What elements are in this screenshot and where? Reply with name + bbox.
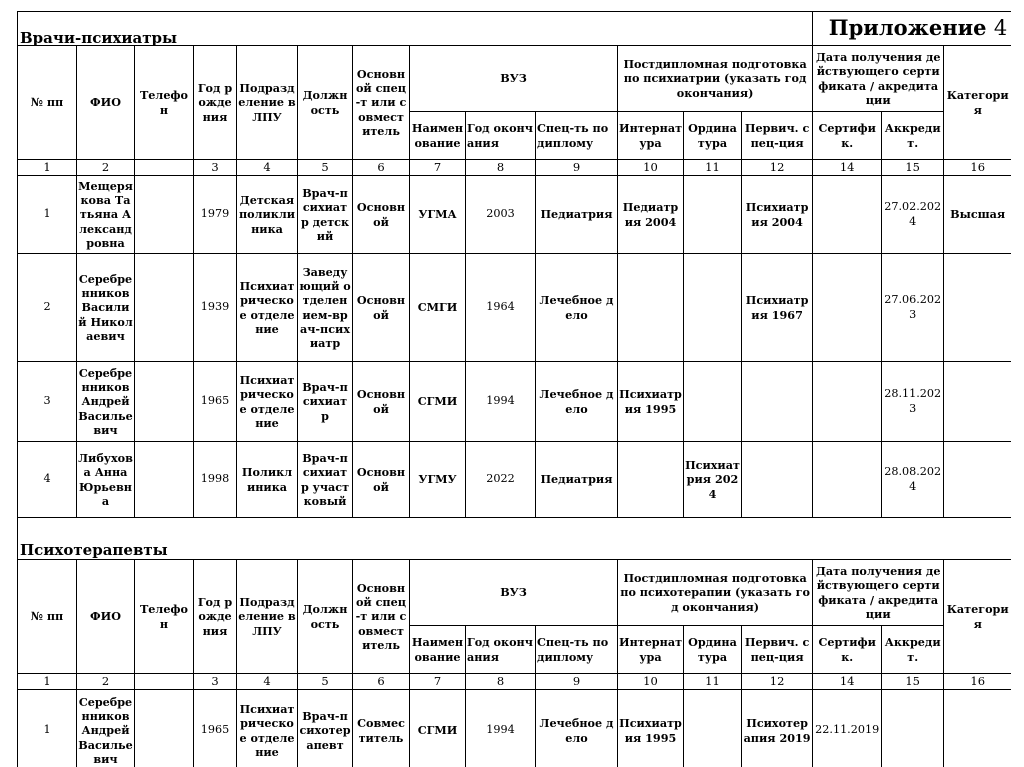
header-category: Категория [944, 560, 1011, 674]
staff-table [17, 11, 1011, 767]
row-num: 4 [18, 442, 77, 518]
column-number: 9 [536, 160, 618, 176]
row-internship: Психиатрия 1995 [618, 362, 684, 442]
column-number: 2 [77, 160, 135, 176]
row-position: Врач-психотерапевт [298, 690, 353, 767]
row-category [944, 362, 1011, 442]
column-number: 7 [410, 674, 466, 690]
row-position: Врач-психиатр участковый [298, 442, 353, 518]
header-primary-spec: Первич. спец-ция [742, 626, 813, 674]
row-uni-spec: Лечебное дело [536, 362, 618, 442]
column-number: 1 [18, 160, 77, 176]
column-number: 16 [944, 674, 1011, 690]
header-cert-date: Дата получения действующего сертификата / акредитации [813, 46, 944, 112]
row-fio: Мещерякова Татьяна Александровна [77, 176, 135, 254]
row-type: Совместитель [353, 690, 410, 767]
header-phone: Телефон [135, 560, 194, 674]
row-certificate: 22.11.2019 [813, 690, 882, 767]
row-fio: Серебренников Андрей Васильевич [77, 362, 135, 442]
row-uni-year: 1964 [466, 254, 536, 362]
row-subdivision: Детская поликлиника [237, 176, 298, 254]
header-accreditation: Аккредит. [882, 112, 944, 160]
column-number [135, 160, 194, 176]
header-accreditation: Аккредит. [882, 626, 944, 674]
row-university: СМГИ [410, 254, 466, 362]
header-internship: Интернатура [618, 112, 684, 160]
header-main-or-combined: Основной спец-т или совместитель [353, 560, 410, 674]
header-uni-year: Год окончания [466, 112, 536, 160]
row-university: СГМИ [410, 690, 466, 767]
column-number-row [18, 674, 1012, 690]
row-fio: Серебренников Андрей Васильевич [77, 690, 135, 767]
header-subdivision: Подразделение в ЛПУ [237, 46, 298, 160]
column-number: 11 [684, 674, 742, 690]
column-number-row [18, 160, 1012, 176]
section-title-row [18, 518, 1012, 560]
column-number: 7 [410, 160, 466, 176]
row-phone [135, 176, 194, 254]
row-birth-year: 1965 [194, 362, 237, 442]
row-uni-spec: Педиатрия [536, 176, 618, 254]
header-category: Категория [944, 46, 1011, 160]
column-number: 16 [944, 160, 1011, 176]
row-num: 2 [18, 254, 77, 362]
row-uni-year: 1994 [466, 690, 536, 767]
column-number: 14 [813, 674, 882, 690]
column-number: 12 [742, 160, 813, 176]
row-internship [618, 442, 684, 518]
row-birth-year: 1998 [194, 442, 237, 518]
row-residency [684, 690, 742, 767]
row-position: Врач-психиатр [298, 362, 353, 442]
header-residency: Ординатура [684, 626, 742, 674]
row-phone [135, 442, 194, 518]
row-birth-year: 1979 [194, 176, 237, 254]
column-number: 8 [466, 674, 536, 690]
row-certificate [813, 176, 882, 254]
table-row [18, 362, 1012, 442]
row-certificate [813, 254, 882, 362]
row-birth-year: 1965 [194, 690, 237, 767]
column-number: 6 [353, 160, 410, 176]
column-number: 4 [237, 674, 298, 690]
header-uni-year: Год окончания [466, 626, 536, 674]
row-phone [135, 690, 194, 767]
row-internship: Педиатрия 2004 [618, 176, 684, 254]
row-uni-year: 1994 [466, 362, 536, 442]
column-number: 11 [684, 160, 742, 176]
row-university: УГМУ [410, 442, 466, 518]
header-primary-spec: Первич. спец-ция [742, 112, 813, 160]
row-phone [135, 254, 194, 362]
section-title-row [18, 12, 1012, 46]
row-subdivision: Психиатрическое отделение [237, 254, 298, 362]
row-residency [684, 362, 742, 442]
header-cert-date: Дата получения действующего сертификата / акредитации [813, 560, 944, 626]
header-row-top [18, 560, 1012, 626]
row-accreditation [882, 690, 944, 767]
header-postgrad: Постдипломная подготовка по психиатрии (указать год окончания) [618, 46, 813, 112]
column-number: 2 [77, 674, 135, 690]
column-number: 1 [18, 674, 77, 690]
appendix-number: 4 [993, 16, 1008, 41]
row-primary-spec: Психотерапия 2019 [742, 690, 813, 767]
row-category [944, 442, 1011, 518]
header-uni-spec: Спец-ть по диплому [536, 626, 618, 674]
appendix-label [813, 12, 1011, 46]
row-type: Основной [353, 362, 410, 442]
row-uni-year: 2003 [466, 176, 536, 254]
column-number: 3 [194, 674, 237, 690]
header-num: № пп [18, 46, 77, 160]
column-number: 6 [353, 674, 410, 690]
row-uni-year: 2022 [466, 442, 536, 518]
table-row [18, 176, 1012, 254]
column-number: 15 [882, 674, 944, 690]
column-number: 3 [194, 160, 237, 176]
row-num: 1 [18, 176, 77, 254]
section-title-psychiatrists: Врачи-психиатры [18, 12, 813, 46]
column-number: 10 [618, 674, 684, 690]
row-category: Высшая [944, 176, 1011, 254]
column-number: 10 [618, 160, 684, 176]
header-university: ВУЗ [410, 560, 618, 626]
header-main-or-combined: Основной спец-т или совместитель [353, 46, 410, 160]
row-uni-spec: Педиатрия [536, 442, 618, 518]
row-uni-spec: Лечебное дело [536, 254, 618, 362]
header-subdivision: Подразделение в ЛПУ [237, 560, 298, 674]
row-num: 3 [18, 362, 77, 442]
column-number: 5 [298, 160, 353, 176]
row-internship: Психиатрия 1995 [618, 690, 684, 767]
row-position: Врач-психиатр детский [298, 176, 353, 254]
row-university: СГМИ [410, 362, 466, 442]
header-uni-name: Наименование [410, 626, 466, 674]
header-residency: Ординатура [684, 112, 742, 160]
header-uni-spec: Спец-ть по диплому [536, 112, 618, 160]
row-primary-spec [742, 442, 813, 518]
column-number: 15 [882, 160, 944, 176]
row-accreditation: 28.08.2024 [882, 442, 944, 518]
row-category [944, 254, 1011, 362]
row-position: Заведующий отделением-врач-психиатр [298, 254, 353, 362]
appendix-word: Приложение [828, 15, 987, 41]
row-primary-spec: Психиатрия 2004 [742, 176, 813, 254]
header-fio: ФИО [77, 46, 135, 160]
row-num: 1 [18, 690, 77, 767]
row-category [944, 690, 1011, 767]
row-certificate [813, 442, 882, 518]
column-number: 8 [466, 160, 536, 176]
row-accreditation: 27.06.2023 [882, 254, 944, 362]
header-postgrad: Постдипломная подготовка по психотерапии (указать год окончания) [618, 560, 813, 626]
header-university: ВУЗ [410, 46, 618, 112]
row-primary-spec: Психиатрия 1967 [742, 254, 813, 362]
table-row [18, 442, 1012, 518]
row-phone [135, 362, 194, 442]
row-university: УГМА [410, 176, 466, 254]
section-title-psychotherapists: Психотерапевты [18, 518, 1012, 560]
header-row-top [18, 46, 1012, 112]
column-number: 14 [813, 160, 882, 176]
header-position: Должность [298, 46, 353, 160]
header-certificate: Сертифик. [813, 626, 882, 674]
header-num: № пп [18, 560, 77, 674]
header-uni-name: Наименование [410, 112, 466, 160]
column-number: 12 [742, 674, 813, 690]
row-subdivision: Психиатрическое отделение [237, 690, 298, 767]
row-type: Основной [353, 176, 410, 254]
header-certificate: Сертифик. [813, 112, 882, 160]
row-accreditation: 28.11.2023 [882, 362, 944, 442]
row-certificate [813, 362, 882, 442]
row-fio: Либухова Анна Юрьевна [77, 442, 135, 518]
header-internship: Интернатура [618, 626, 684, 674]
row-fio: Серебренников Василий Николаевич [77, 254, 135, 362]
header-position: Должность [298, 560, 353, 674]
table-row [18, 254, 1012, 362]
column-number: 4 [237, 160, 298, 176]
row-subdivision: Поликлиника [237, 442, 298, 518]
header-birth-year: Год рождения [194, 560, 237, 674]
table-row [18, 690, 1012, 767]
row-subdivision: Психиатрическое отделение [237, 362, 298, 442]
row-primary-spec [742, 362, 813, 442]
row-type: Основной [353, 442, 410, 518]
column-number [135, 674, 194, 690]
row-birth-year: 1939 [194, 254, 237, 362]
row-residency [684, 254, 742, 362]
row-internship [618, 254, 684, 362]
row-residency [684, 176, 742, 254]
column-number: 5 [298, 674, 353, 690]
row-type: Основной [353, 254, 410, 362]
header-phone: Телефон [135, 46, 194, 160]
row-uni-spec: Лечебное дело [536, 690, 618, 767]
row-residency: Психиатрия 2024 [684, 442, 742, 518]
header-birth-year: Год рождения [194, 46, 237, 160]
document-frame [17, 11, 1011, 767]
header-fio: ФИО [77, 560, 135, 674]
row-accreditation: 27.02.2024 [882, 176, 944, 254]
column-number: 9 [536, 674, 618, 690]
